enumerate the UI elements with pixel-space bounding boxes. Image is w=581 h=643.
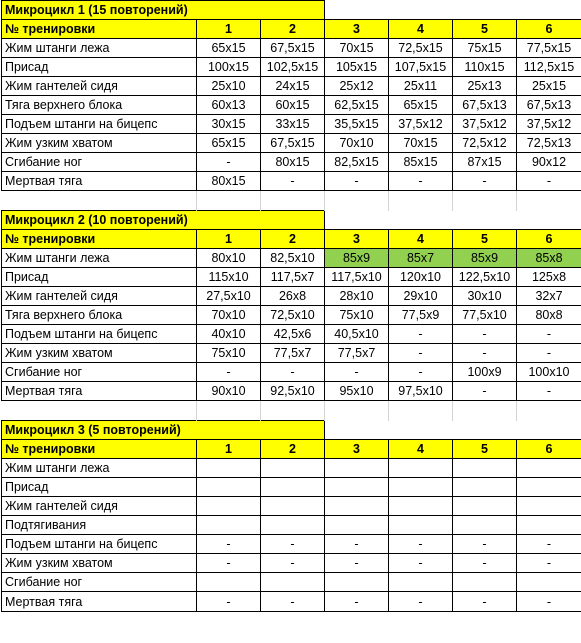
set-value-cell[interactable]: 65x15 <box>389 96 453 115</box>
set-value-cell[interactable]: 82,5x15 <box>325 153 389 172</box>
set-value-cell[interactable]: 72,5x12 <box>453 134 517 153</box>
exercise-row <box>2 39 581 58</box>
set-value-cell[interactable]: 100x9 <box>453 363 517 382</box>
set-value-cell[interactable]: 25x12 <box>325 77 389 96</box>
set-value-cell[interactable]: 120x10 <box>389 268 453 287</box>
set-value-cell[interactable] <box>261 516 325 535</box>
set-value-cell[interactable]: - <box>197 535 261 554</box>
set-value-cell[interactable]: - <box>197 592 261 612</box>
set-value-cell[interactable]: - <box>325 363 389 382</box>
exercise-name-cell[interactable]: Мертвая тяга <box>2 592 197 612</box>
set-value-cell[interactable] <box>325 459 389 478</box>
set-value-cell[interactable]: 122,5x10 <box>453 268 517 287</box>
set-value-cell[interactable]: 25x15 <box>517 77 581 96</box>
set-value-cell[interactable]: 87x15 <box>453 153 517 172</box>
set-value-cell[interactable]: - <box>261 554 325 573</box>
set-value-cell[interactable] <box>197 497 261 516</box>
exercise-row <box>2 77 581 96</box>
set-value-cell[interactable]: 67,5x15 <box>261 39 325 58</box>
set-value-cell[interactable]: 85x9 <box>325 249 389 268</box>
set-value-cell[interactable]: 85x15 <box>389 153 453 172</box>
exercise-row <box>2 325 581 344</box>
exercise-name-cell[interactable]: Жим гантелей сидя <box>2 497 197 516</box>
set-value-cell[interactable] <box>197 516 261 535</box>
exercise-name-cell[interactable]: Тяга верхнего блока <box>2 306 197 325</box>
workout-number-label[interactable]: № тренировки <box>2 20 197 39</box>
set-value-cell[interactable]: 70x15 <box>389 134 453 153</box>
exercise-name-cell[interactable]: Мертвая тяга <box>2 172 197 191</box>
set-value-cell[interactable]: 85x8 <box>517 249 581 268</box>
exercise-row <box>2 535 581 554</box>
exercise-row <box>2 249 581 268</box>
set-value-cell[interactable]: - <box>325 535 389 554</box>
set-value-cell[interactable] <box>517 516 581 535</box>
workout-number-cell[interactable]: 3 <box>325 230 389 249</box>
set-value-cell[interactable]: 37,5x12 <box>453 115 517 134</box>
set-value-cell[interactable]: 100x15 <box>197 58 261 77</box>
set-value-cell[interactable]: - <box>325 172 389 191</box>
exercise-name-cell[interactable]: Присад <box>2 478 197 497</box>
exercise-name-cell[interactable]: Тяга верхнего блока <box>2 96 197 115</box>
set-value-cell[interactable] <box>197 573 261 592</box>
set-value-cell[interactable]: - <box>197 153 261 172</box>
set-value-cell[interactable]: 90x10 <box>197 382 261 401</box>
workout-number-cell[interactable]: 3 <box>325 440 389 459</box>
workout-number-cell[interactable]: 5 <box>453 440 517 459</box>
set-value-cell[interactable]: 115x10 <box>197 268 261 287</box>
exercise-name-cell[interactable]: Подъем штанги на бицепс <box>2 115 197 134</box>
exercise-row <box>2 153 581 172</box>
microcycle-title-row <box>2 211 581 230</box>
set-value-cell[interactable]: 110x15 <box>453 58 517 77</box>
empty-cell[interactable] <box>325 211 581 230</box>
set-value-cell[interactable] <box>197 478 261 497</box>
set-value-cell[interactable]: - <box>389 363 453 382</box>
set-value-cell[interactable]: - <box>389 554 453 573</box>
set-value-cell[interactable]: - <box>453 535 517 554</box>
exercise-row <box>2 306 581 325</box>
empty-cell[interactable] <box>197 191 261 211</box>
set-value-cell[interactable]: 97,5x10 <box>389 382 453 401</box>
empty-cell[interactable] <box>517 191 581 211</box>
set-value-cell[interactable]: 75x15 <box>453 39 517 58</box>
exercise-row <box>2 96 581 115</box>
set-value-cell[interactable]: 105x15 <box>325 58 389 77</box>
set-value-cell[interactable] <box>325 478 389 497</box>
set-value-cell[interactable]: - <box>389 535 453 554</box>
exercise-row <box>2 516 581 535</box>
set-value-cell[interactable] <box>325 573 389 592</box>
set-value-cell[interactable]: 72,5x13 <box>517 134 581 153</box>
set-value-cell[interactable]: 77,5x7 <box>261 344 325 363</box>
set-value-cell[interactable]: 75x10 <box>325 306 389 325</box>
microcycle-title-cell[interactable]: Микроцикл 1 (15 повторений) <box>2 1 325 20</box>
empty-cell[interactable] <box>325 1 581 20</box>
set-value-cell[interactable]: - <box>197 363 261 382</box>
exercise-name-cell[interactable]: Подъем штанги на бицепс <box>2 325 197 344</box>
exercise-row <box>2 382 581 401</box>
exercise-row <box>2 459 581 478</box>
workout-spreadsheet <box>1 0 581 612</box>
set-value-cell[interactable]: 67,5x15 <box>261 134 325 153</box>
set-value-cell[interactable] <box>517 573 581 592</box>
set-value-cell[interactable] <box>325 497 389 516</box>
set-value-cell[interactable]: 80x15 <box>197 172 261 191</box>
set-value-cell[interactable]: 112,5x15 <box>517 58 581 77</box>
workout-number-cell[interactable]: 1 <box>197 20 261 39</box>
workout-number-cell[interactable]: 2 <box>261 440 325 459</box>
set-value-cell[interactable]: 33x15 <box>261 115 325 134</box>
exercise-name-cell[interactable]: Сгибание ног <box>2 573 197 592</box>
empty-cell[interactable] <box>197 401 261 421</box>
set-value-cell[interactable]: 37,5x12 <box>389 115 453 134</box>
set-value-cell[interactable]: 24x15 <box>261 77 325 96</box>
set-value-cell[interactable] <box>453 478 517 497</box>
spreadsheet-body <box>2 1 581 612</box>
exercise-name-cell[interactable]: Жим узким хватом <box>2 134 197 153</box>
set-value-cell[interactable] <box>453 573 517 592</box>
set-value-cell[interactable]: 30x10 <box>453 287 517 306</box>
set-value-cell[interactable] <box>389 573 453 592</box>
set-value-cell[interactable] <box>197 459 261 478</box>
set-value-cell[interactable]: 32x7 <box>517 287 581 306</box>
set-value-cell[interactable]: 95x10 <box>325 382 389 401</box>
set-value-cell[interactable]: - <box>389 592 453 612</box>
empty-cell[interactable] <box>389 191 453 211</box>
set-value-cell[interactable]: - <box>453 344 517 363</box>
set-value-cell[interactable]: 80x8 <box>517 306 581 325</box>
empty-cell[interactable] <box>389 401 453 421</box>
exercise-row <box>2 172 581 191</box>
workout-number-cell[interactable]: 3 <box>325 20 389 39</box>
exercise-name-cell[interactable]: Жим узким хватом <box>2 554 197 573</box>
set-value-cell[interactable]: 65x15 <box>197 39 261 58</box>
exercise-row <box>2 497 581 516</box>
exercise-name-cell[interactable]: Жим штанги лежа <box>2 249 197 268</box>
set-value-cell[interactable]: 70x10 <box>325 134 389 153</box>
set-value-cell[interactable]: 28x10 <box>325 287 389 306</box>
set-value-cell[interactable]: - <box>517 535 581 554</box>
workout-number-cell[interactable]: 6 <box>517 440 581 459</box>
set-value-cell[interactable] <box>261 497 325 516</box>
set-value-cell[interactable]: 62,5x15 <box>325 96 389 115</box>
workout-number-cell[interactable]: 4 <box>389 230 453 249</box>
set-value-cell[interactable]: 125x8 <box>517 268 581 287</box>
workout-number-cell[interactable]: 6 <box>517 20 581 39</box>
exercise-row <box>2 268 581 287</box>
set-value-cell[interactable]: 102,5x15 <box>261 58 325 77</box>
empty-cell[interactable] <box>325 401 389 421</box>
workout-number-cell[interactable]: 1 <box>197 440 261 459</box>
microcycle-title-row <box>2 421 581 440</box>
microcycle-title-cell[interactable]: Микроцикл 3 (5 повторений) <box>2 421 325 440</box>
set-value-cell[interactable]: - <box>261 363 325 382</box>
set-value-cell[interactable]: - <box>517 592 581 612</box>
set-value-cell[interactable]: - <box>453 172 517 191</box>
set-value-cell[interactable] <box>517 459 581 478</box>
empty-cell[interactable] <box>517 401 581 421</box>
set-value-cell[interactable]: 26x8 <box>261 287 325 306</box>
exercise-name-cell[interactable]: Присад <box>2 58 197 77</box>
set-value-cell[interactable]: - <box>453 325 517 344</box>
exercise-name-cell[interactable]: Мертвая тяга <box>2 382 197 401</box>
exercise-name-cell[interactable]: Подъем штанги на бицепс <box>2 535 197 554</box>
set-value-cell[interactable] <box>389 459 453 478</box>
set-value-cell[interactable] <box>325 516 389 535</box>
set-value-cell[interactable]: 60x15 <box>261 96 325 115</box>
set-value-cell[interactable]: 27,5x10 <box>197 287 261 306</box>
set-value-cell[interactable]: 42,5x6 <box>261 325 325 344</box>
set-value-cell[interactable]: 35,5x15 <box>325 115 389 134</box>
spacer-row <box>2 401 581 421</box>
set-value-cell[interactable]: 72,5x10 <box>261 306 325 325</box>
set-value-cell[interactable]: 85x9 <box>453 249 517 268</box>
set-value-cell[interactable]: 77,5x7 <box>325 344 389 363</box>
set-value-cell[interactable] <box>517 497 581 516</box>
exercise-name-cell[interactable]: Присад <box>2 268 197 287</box>
set-value-cell[interactable]: 72,5x15 <box>389 39 453 58</box>
set-value-cell[interactable]: 77,5x10 <box>453 306 517 325</box>
set-value-cell[interactable]: - <box>453 382 517 401</box>
set-value-cell[interactable]: - <box>261 592 325 612</box>
set-value-cell[interactable]: - <box>517 325 581 344</box>
set-value-cell[interactable]: 82,5x10 <box>261 249 325 268</box>
exercise-row <box>2 363 581 382</box>
microcycle-title-cell[interactable]: Микроцикл 2 (10 повторений) <box>2 211 325 230</box>
set-value-cell[interactable]: 107,5x15 <box>389 58 453 77</box>
set-value-cell[interactable]: 70x10 <box>197 306 261 325</box>
workout-number-cell[interactable]: 4 <box>389 20 453 39</box>
empty-cell[interactable] <box>453 401 517 421</box>
set-value-cell[interactable]: 25x11 <box>389 77 453 96</box>
empty-cell[interactable] <box>2 401 197 421</box>
set-value-cell[interactable]: - <box>517 344 581 363</box>
set-value-cell[interactable] <box>389 478 453 497</box>
set-value-cell[interactable]: 80x15 <box>261 153 325 172</box>
exercise-row <box>2 573 581 592</box>
set-value-cell[interactable] <box>517 478 581 497</box>
set-value-cell[interactable]: 70x15 <box>325 39 389 58</box>
exercise-name-cell[interactable]: Жим штанги лежа <box>2 39 197 58</box>
set-value-cell[interactable] <box>389 497 453 516</box>
spacer-row <box>2 191 581 211</box>
exercise-row <box>2 115 581 134</box>
empty-cell[interactable] <box>261 401 325 421</box>
set-value-cell[interactable]: 80x10 <box>197 249 261 268</box>
set-value-cell[interactable]: - <box>325 592 389 612</box>
exercise-row <box>2 134 581 153</box>
exercise-row <box>2 287 581 306</box>
exercise-name-cell[interactable]: Сгибание ног <box>2 363 197 382</box>
set-value-cell[interactable]: 90x12 <box>517 153 581 172</box>
set-value-cell[interactable]: 92,5x10 <box>261 382 325 401</box>
exercise-name-cell[interactable]: Сгибание ног <box>2 153 197 172</box>
set-value-cell[interactable]: - <box>197 554 261 573</box>
exercise-row <box>2 478 581 497</box>
set-value-cell[interactable]: 30x15 <box>197 115 261 134</box>
set-value-cell[interactable] <box>389 516 453 535</box>
set-value-cell[interactable]: 65x15 <box>197 134 261 153</box>
workout-number-cell[interactable]: 6 <box>517 230 581 249</box>
set-value-cell[interactable] <box>453 497 517 516</box>
empty-cell[interactable] <box>325 421 581 440</box>
set-value-cell[interactable] <box>453 516 517 535</box>
exercise-row <box>2 592 581 612</box>
empty-cell[interactable] <box>453 191 517 211</box>
set-value-cell[interactable] <box>261 573 325 592</box>
workout-number-header-row <box>2 440 581 459</box>
set-value-cell[interactable]: 75x10 <box>197 344 261 363</box>
set-value-cell[interactable]: 60x13 <box>197 96 261 115</box>
set-value-cell[interactable]: 100x10 <box>517 363 581 382</box>
set-value-cell[interactable] <box>261 459 325 478</box>
set-value-cell[interactable]: 117,5x7 <box>261 268 325 287</box>
set-value-cell[interactable]: 25x13 <box>453 77 517 96</box>
set-value-cell[interactable]: - <box>453 554 517 573</box>
set-value-cell[interactable] <box>453 459 517 478</box>
empty-cell[interactable] <box>2 191 197 211</box>
workout-number-cell[interactable]: 2 <box>261 20 325 39</box>
set-value-cell[interactable]: - <box>517 172 581 191</box>
set-value-cell[interactable]: - <box>389 325 453 344</box>
exercise-name-cell[interactable]: Жим гантелей сидя <box>2 77 197 96</box>
set-value-cell[interactable]: 77,5x9 <box>389 306 453 325</box>
workout-number-cell[interactable]: 4 <box>389 440 453 459</box>
set-value-cell[interactable]: 117,5x10 <box>325 268 389 287</box>
set-value-cell[interactable]: 37,5x12 <box>517 115 581 134</box>
exercise-name-cell[interactable]: Жим штанги лежа <box>2 459 197 478</box>
set-value-cell[interactable]: - <box>261 172 325 191</box>
set-value-cell[interactable]: - <box>389 172 453 191</box>
workout-number-header-row <box>2 230 581 249</box>
set-value-cell[interactable]: - <box>517 554 581 573</box>
exercise-row <box>2 58 581 77</box>
workout-number-header-row <box>2 20 581 39</box>
set-value-cell[interactable]: 40x10 <box>197 325 261 344</box>
empty-cell[interactable] <box>325 191 389 211</box>
set-value-cell[interactable]: 25x10 <box>197 77 261 96</box>
set-value-cell[interactable]: 67,5x13 <box>517 96 581 115</box>
exercise-row <box>2 344 581 363</box>
set-value-cell[interactable]: - <box>389 344 453 363</box>
set-value-cell[interactable]: 40,5x10 <box>325 325 389 344</box>
workout-number-cell[interactable]: 1 <box>197 230 261 249</box>
set-value-cell[interactable]: - <box>453 592 517 612</box>
workout-number-cell[interactable]: 2 <box>261 230 325 249</box>
set-value-cell[interactable]: 77,5x15 <box>517 39 581 58</box>
set-value-cell[interactable]: 85x7 <box>389 249 453 268</box>
workout-number-label[interactable]: № тренировки <box>2 440 197 459</box>
microcycle-title-row <box>2 1 581 20</box>
workout-number-cell[interactable]: 5 <box>453 230 517 249</box>
set-value-cell[interactable]: - <box>261 535 325 554</box>
workout-number-cell[interactable]: 5 <box>453 20 517 39</box>
set-value-cell[interactable]: 29x10 <box>389 287 453 306</box>
empty-cell[interactable] <box>261 191 325 211</box>
exercise-name-cell[interactable]: Жим гантелей сидя <box>2 287 197 306</box>
set-value-cell[interactable]: - <box>517 382 581 401</box>
exercise-row <box>2 554 581 573</box>
set-value-cell[interactable] <box>261 478 325 497</box>
set-value-cell[interactable]: 67,5x13 <box>453 96 517 115</box>
exercise-name-cell[interactable]: Подтягивания <box>2 516 197 535</box>
exercise-name-cell[interactable]: Жим узким хватом <box>2 344 197 363</box>
workout-number-label[interactable]: № тренировки <box>2 230 197 249</box>
set-value-cell[interactable]: - <box>325 554 389 573</box>
